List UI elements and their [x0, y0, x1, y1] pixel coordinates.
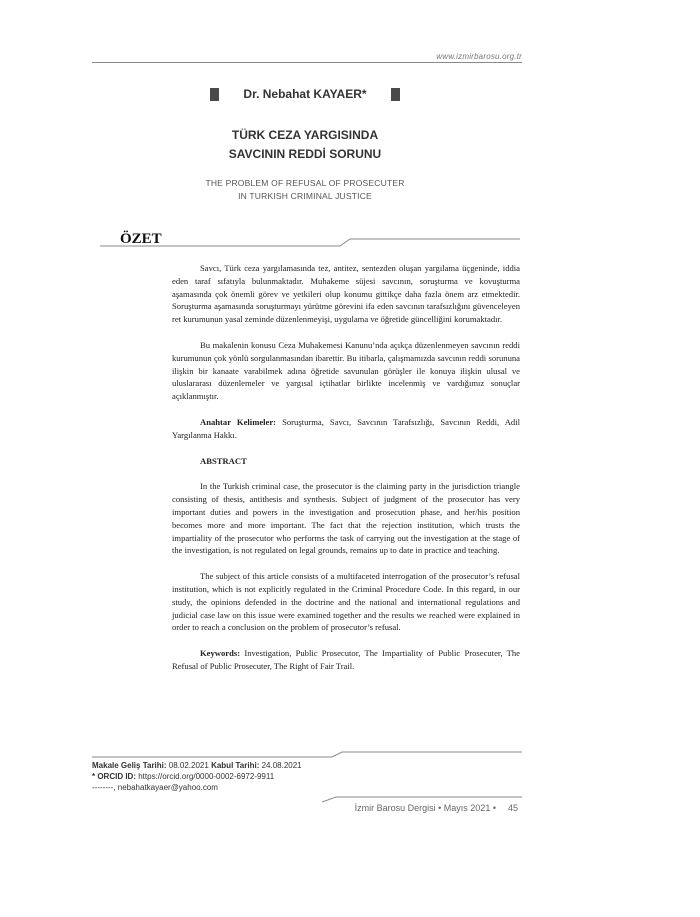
ozet-keywords	[172, 416, 520, 442]
meta-dates	[92, 760, 392, 771]
ozet-rule	[100, 238, 520, 254]
title-turkish-line1: TÜRK CEZA YARGISINDA	[231, 128, 379, 142]
author-row	[210, 87, 400, 101]
meta-email: --------, nebahatkayaer@yahoo.com	[92, 783, 218, 792]
received-label: Makale Geliş Tarihi:	[92, 761, 167, 770]
title-english-line1: THE PROBLEM OF REFUSAL OF PROSECUTER	[205, 178, 405, 188]
article-body	[172, 262, 520, 673]
abstract-heading: ABSTRACT	[200, 455, 247, 466]
meta-orcid	[92, 771, 392, 782]
author-right-block	[391, 88, 400, 101]
ozet-paragraph-1: Savcı, Türk ceza yargılamasında tez, antitez, sentezden oluşan yargılama üçgeninde, iddia eden taraf sıfatıyla bulunmaktadır. Muhakeme süjesi savcının, soruşturma ve kovuşturma aşamasında çok önemli görev ve yetkileri olup konumu gittikçe daha fazla önem arz etmektedir. Soruşturma aşamasında soruşturmayı yürütme görevini ifa eden savcının tarafsızlığını güvenceleyen ret kurumunun yasal zeminde düzenlenmeyişi, uygulama ve öğretide güncelliğini korumaktadır.	[172, 263, 520, 325]
title-turkish-line2: SAVCININ REDDİ SORUNU	[228, 147, 382, 161]
title-english	[160, 177, 450, 203]
header-rule	[92, 62, 522, 63]
title-turkish	[160, 126, 450, 164]
ozet-paragraph-2: Bu makalenin konusu Ceza Muhakemesi Kanunu’nda açıkça düzenlenmeyen savcının reddi kurumunun çok yönlü sorgulanmasından ibarettir. Bu itibarla, çalışmamızda savcının reddi sorununa ilişkin bir kanaate varabilmek adına öğretide savunulan görüşler ile konuya ilişkin ulusal ve uluslararası düzenlemeler ve yargısal içtihatlar birlikte incelenmiş ve vardığımız sonuçlar açıklanmıştır.	[172, 339, 520, 402]
orcid-link[interactable]: https://orcid.org/0000-0002-6972-9911	[138, 772, 275, 781]
ozet-keywords-label: Anahtar Kelimeler:	[200, 416, 277, 427]
abstract-keywords-text: Investigation, Public Prosecutor, The Impartiality of Public Prosecuter, The Refusal of Public Prosecuter, The Right of Fair Trail.	[172, 648, 520, 671]
page-number: 45	[507, 803, 518, 813]
orcid-label: * ORCID ID:	[92, 772, 136, 781]
author-left-block	[210, 88, 219, 101]
footer-journal: İzmir Barosu Dergisi • Mayıs 2021 •	[354, 803, 496, 813]
header-url: www.izmirbarosu.org.tr	[436, 52, 522, 61]
received-date: 08.02.2021	[168, 761, 209, 770]
ozet-heading: ÖZET	[120, 231, 162, 247]
abstract-keywords-label: Keywords:	[200, 648, 241, 659]
title-english-line2: IN TURKISH CRIMINAL JUSTICE	[238, 191, 372, 201]
page-footer	[355, 803, 518, 813]
abstract-keywords	[172, 647, 520, 673]
abstract-paragraph-2: The subject of this article consists of a multifaceted interrogation of the prosecutor’s refusal institution, which is not explicitly regulated in the Criminal Procedure Code. In this regard, in our study, the opinions defended in the doctrine and the national and international regulations and judicial case law on this issue were examined together and the results we reached were explained in order to reach a conclusion on the problem of prosecutor’s refusal.	[172, 571, 520, 633]
abstract-paragraph-1: In the Turkish criminal case, the prosecutor is the claiming party in the jurisdiction triangle consisting of thesis, antithesis and synthesis. Subject of judgment of the prosecutor has very important duties and powers in the investigation and prosecution phase, and her/his position becomes more and more important. The fact that the rejection institution, which trusts the impartiality of the prosecutor who performs the task of carrying out the investigation at the stage of the investigation, is not regulated on legal grounds, remains up to date in practice and teaching.	[172, 481, 520, 556]
article-meta	[92, 760, 392, 793]
ozet-keywords-text: Soruşturma, Savcı, Savcının Tarafsızlığı, Savcının Reddi, Adil Yargılanma Hakkı.	[172, 416, 521, 440]
author-name: Dr. Nebahat KAYAER*	[243, 87, 367, 101]
accepted-label: Kabul Tarihi:	[211, 761, 260, 770]
accepted-date: 24.08.2021	[261, 761, 302, 770]
